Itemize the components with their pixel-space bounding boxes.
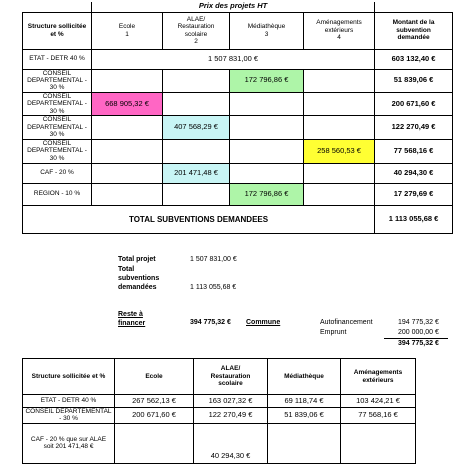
header-montant: Montant de la subvention demandée bbox=[375, 12, 453, 49]
header-amenagements: Aménagements extérieurs bbox=[341, 359, 416, 395]
reste-value: 394 775,32 € bbox=[190, 319, 231, 326]
commune-label: Commune bbox=[246, 319, 281, 326]
reste-label: Reste à financer bbox=[118, 311, 146, 327]
table-title: Prix des projets HT bbox=[92, 2, 375, 12]
header-ecole: Ecole 1 bbox=[92, 12, 163, 49]
emprunt-value: 200 000,00 € bbox=[398, 329, 439, 336]
total-subventions-value: 1 113 055,68 € bbox=[190, 284, 237, 291]
autofinancement-value: 194 775,32 € bbox=[398, 319, 439, 326]
table-row: CONSEIL DEPARTEMENTAL - 30 % 668 905,32 € 200 671,60 € bbox=[23, 92, 453, 115]
header-ecole: Ecole bbox=[115, 359, 194, 395]
total-projet-label: Total projet bbox=[118, 256, 156, 263]
autofinancement-label: Autofinancement bbox=[320, 319, 373, 326]
emprunt-label: Emprunt bbox=[320, 329, 347, 336]
header-mediatheque: Médiathèque 3 bbox=[230, 12, 304, 49]
table-row: ETAT - DETR 40 % 267 562,13 € 163 027,32 € 69 118,74 € 103 424,21 € bbox=[23, 395, 453, 408]
header-structure: Structure sollicitée et % bbox=[23, 359, 115, 395]
table-row: REGION - 10 % 172 796,86 € 17 279,69 € bbox=[23, 183, 453, 205]
table-row: CONSEIL DEPARTEMENTAL - 30 % 258 560,53 € 77 568,16 € bbox=[23, 139, 453, 163]
header-alae: ALAE/ Restauration scolaire bbox=[194, 359, 268, 395]
header-mediatheque: Médiathèque bbox=[268, 359, 341, 395]
total-projet-value: 1 507 831,00 € bbox=[190, 256, 237, 263]
sum-value: 394 775,32 € bbox=[398, 340, 439, 347]
table-row: CONSEIL DEPARTEMENTAL - 30 % 407 568,29 € 122 270,49 € bbox=[23, 116, 453, 139]
total-row: TOTAL SUBVENTIONS DEMANDEES 1 113 055,68 € bbox=[23, 205, 453, 233]
table-row: CAF - 20 % 201 471,48 € 40 294,30 € bbox=[23, 163, 453, 183]
table-row: CONSEIL DEPARTEMENTAL - 30 % 200 671,60 € 122 270,49 € 51 839,06 € 77 568,16 € bbox=[23, 408, 453, 424]
header-structure: Structure sollicitée et % bbox=[23, 12, 92, 49]
sum-divider bbox=[384, 338, 448, 339]
subsidy-table bbox=[22, 2, 453, 234]
breakdown-table bbox=[22, 358, 453, 464]
header-alae: ALAE/ Restauration scolaire 2 bbox=[163, 12, 230, 49]
table-row: ETAT - DETR 40 % 1 507 831,00 € 603 132,40 € bbox=[23, 49, 453, 69]
table-row: CAF - 20 % que sur ALAE soit 201 471,48 € 40 294,30 € bbox=[23, 423, 453, 463]
header-amenagements: Aménagements extérieurs 4 bbox=[304, 12, 375, 49]
table-row: CONSEIL DEPARTEMENTAL - 30 % 172 796,86 € 51 839,06 € bbox=[23, 69, 453, 92]
total-subventions-label: Total subventions demandées bbox=[118, 266, 160, 291]
